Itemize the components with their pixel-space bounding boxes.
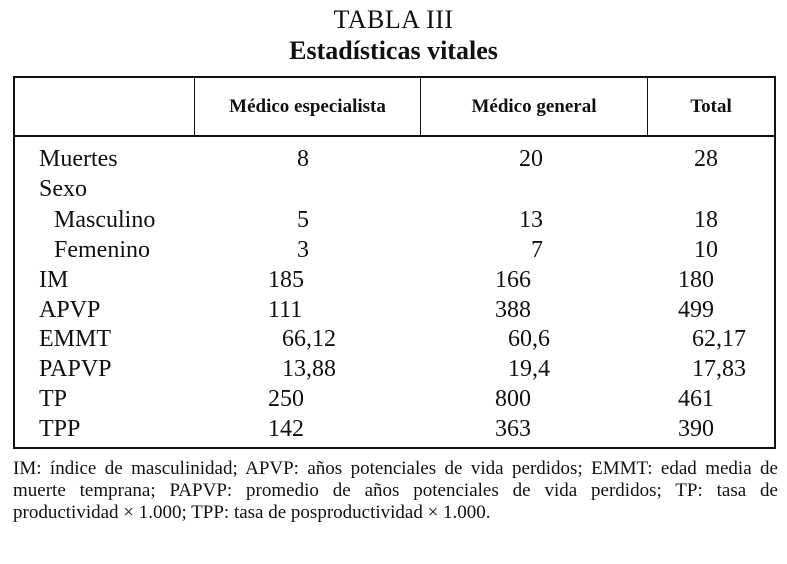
cell-especialista: 142: [268, 416, 304, 442]
cell-total: 390: [678, 416, 714, 442]
cell-general: 388: [495, 297, 531, 323]
cell-total: 10: [694, 237, 718, 263]
cell-especialista: 111: [268, 297, 303, 323]
cell-general: 13: [519, 207, 543, 233]
cell-total: 28: [694, 146, 718, 172]
row-label: Muertes: [39, 146, 118, 172]
cell-total: 180: [678, 267, 714, 293]
cell-total: 17,83: [692, 356, 746, 382]
table-row: [15, 174, 774, 204]
cell-general: 20: [519, 146, 543, 172]
cell-total: 18: [694, 207, 718, 233]
header-cell-empty: [15, 78, 194, 135]
cell-general: 60,6: [508, 326, 550, 352]
cell-general: 363: [495, 416, 531, 442]
cell-general: 19,4: [508, 356, 550, 382]
table-row: [15, 354, 774, 384]
table-footnote: IM: índice de masculinidad; APVP: años potenciales de vida perdidos; EMMT: edad media de muerte temprana; PAPVP: promedio de años potenciales de vida perdidos; TP: tasa de productividad × 1.000; TPP: tasa de posproductividad × 1.000.: [13, 458, 778, 523]
table-row: [15, 414, 774, 444]
cell-especialista: 5: [297, 207, 309, 233]
table-subtitle: Estadísticas vitales: [289, 36, 498, 65]
row-label: EMMT: [39, 326, 111, 352]
table-row: [15, 265, 774, 295]
header-medico-general: Médico general: [471, 96, 597, 117]
row-label: Femenino: [54, 237, 150, 263]
row-label: APVP: [39, 297, 101, 323]
row-label: TPP: [39, 416, 81, 442]
row-label: Sexo: [39, 176, 87, 202]
table-row: [15, 384, 774, 414]
table-row: [15, 324, 774, 354]
header-medico-especialista: Médico especialista: [229, 96, 386, 117]
data-table: [13, 76, 776, 449]
cell-especialista: 13,88: [282, 356, 336, 382]
cell-total: 499: [678, 297, 714, 323]
table-title: TABLA III: [333, 5, 454, 34]
cell-general: 800: [495, 386, 531, 412]
cell-especialista: 250: [268, 386, 304, 412]
cell-especialista: 3: [297, 237, 309, 263]
row-label: Masculino: [54, 207, 156, 233]
cell-general: 7: [531, 237, 543, 263]
cell-especialista: 185: [268, 267, 304, 293]
header-total: Total: [690, 96, 732, 117]
row-label: PAPVP: [39, 356, 112, 382]
table-row: [15, 205, 774, 235]
row-label: IM: [39, 267, 69, 293]
table-header-row: [15, 78, 774, 137]
cell-especialista: 8: [297, 146, 309, 172]
table-row: [15, 144, 774, 174]
cell-general: 166: [495, 267, 531, 293]
cell-total: 62,17: [692, 326, 746, 352]
row-label: TP: [39, 386, 68, 412]
cell-especialista: 66,12: [282, 326, 336, 352]
table-row: [15, 235, 774, 265]
cell-total: 461: [678, 386, 714, 412]
table-row: [15, 295, 774, 325]
